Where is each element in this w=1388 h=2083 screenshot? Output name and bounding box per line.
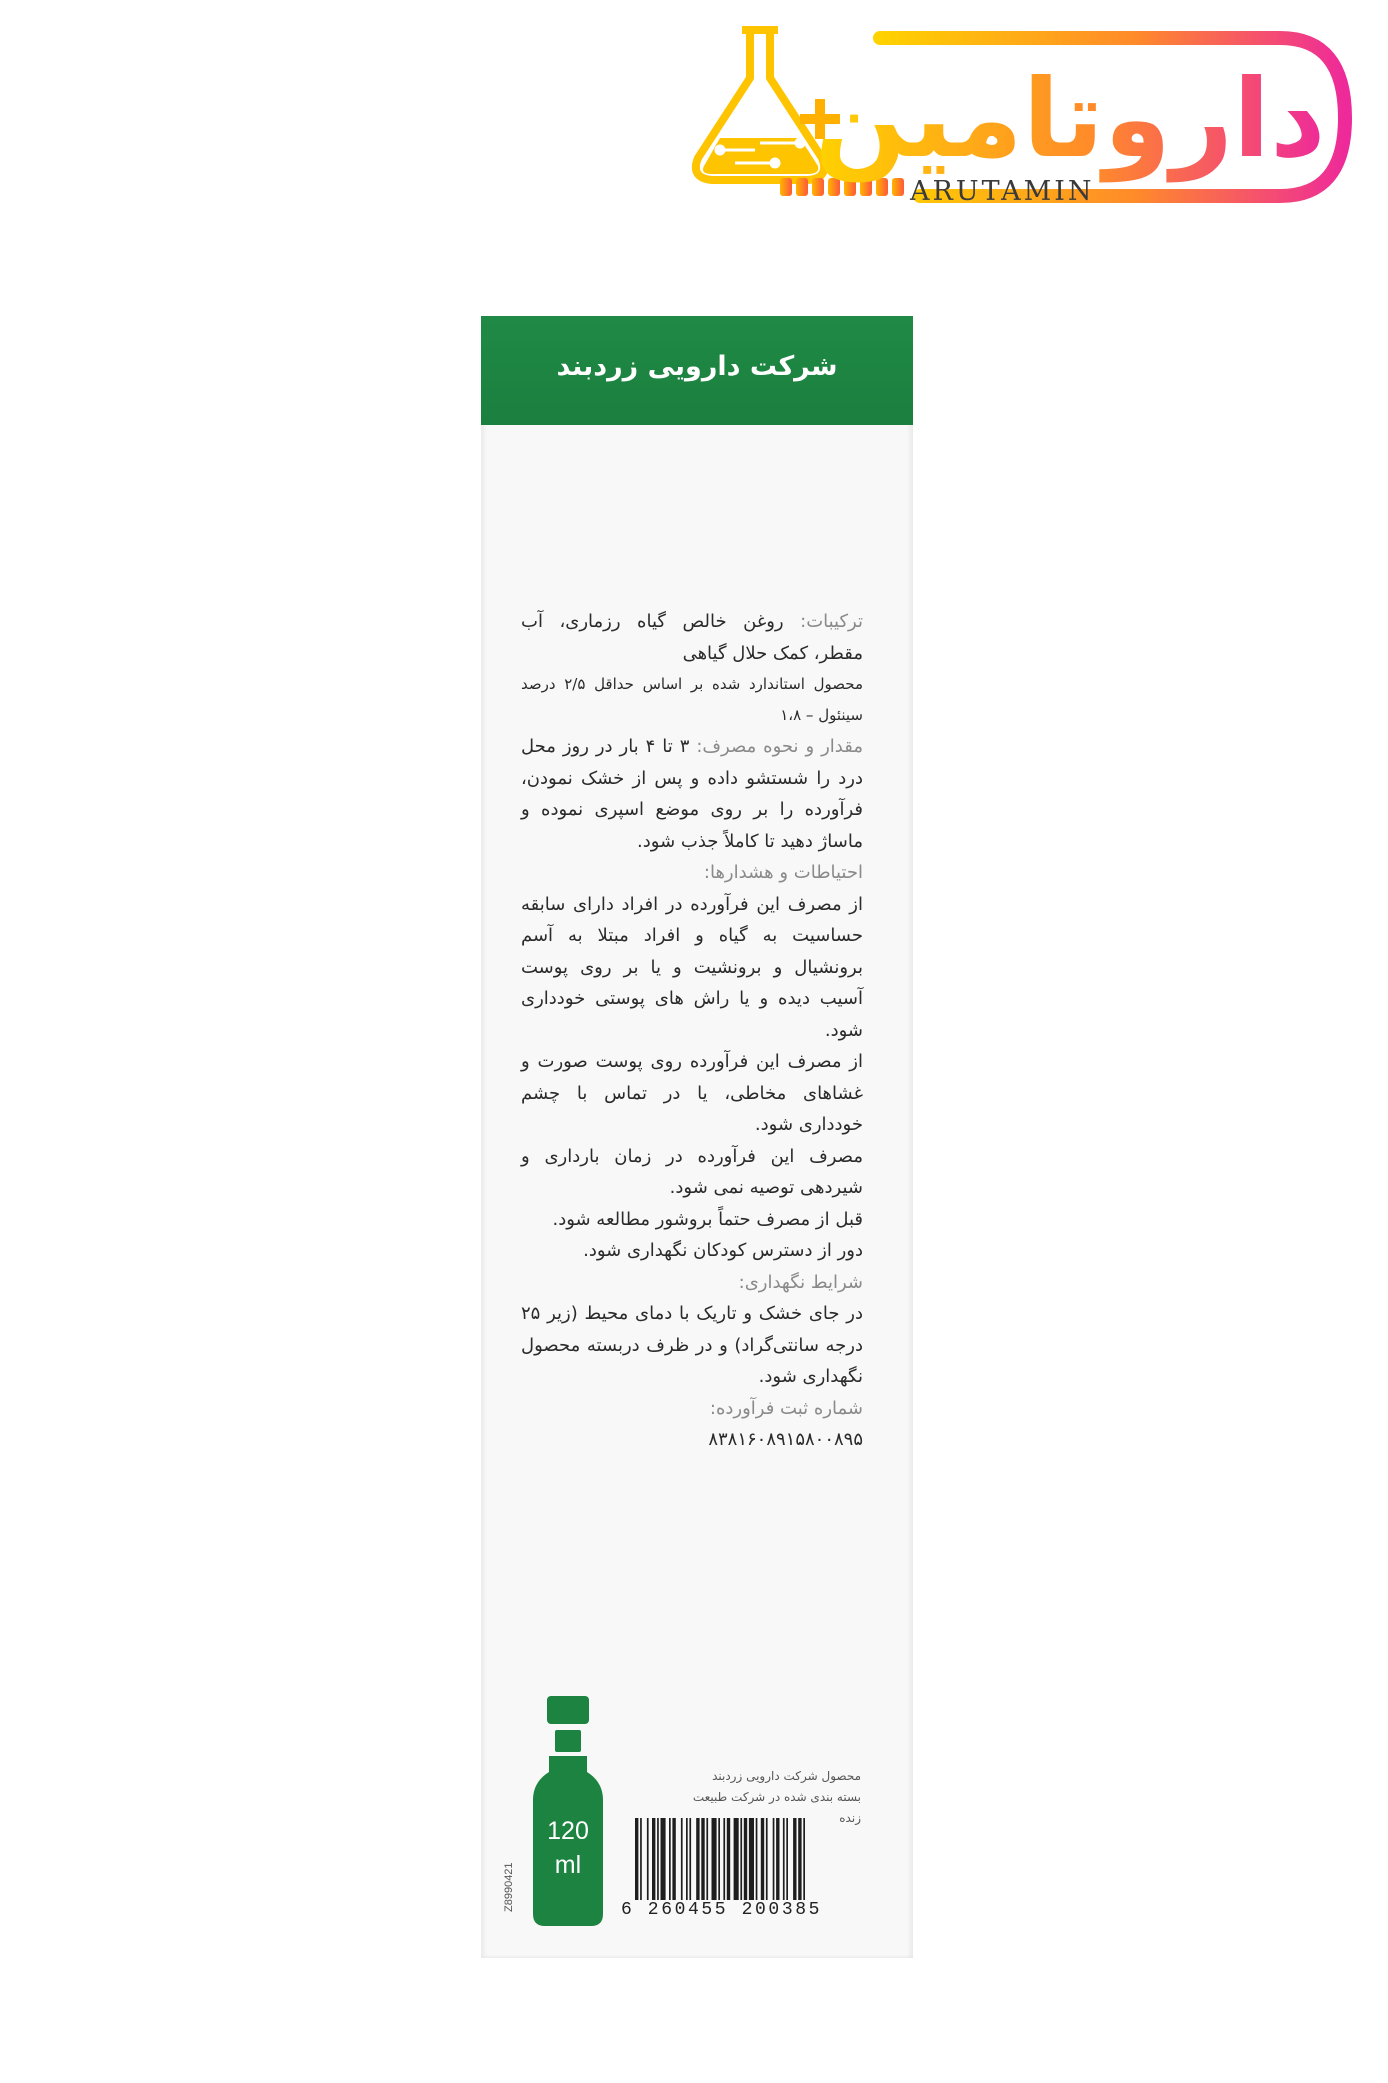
logo-persian-text: داروتامین bbox=[814, 57, 1326, 182]
ingredients-label: ترکیبات: bbox=[800, 611, 863, 632]
warning-3: مصرف این فرآورده در زمان بارداری و شیردهی توصیه نمی شود. bbox=[521, 1145, 863, 1198]
warning-4: قبل از مصرف حتماً بروشور مطالعه شود. bbox=[552, 1208, 863, 1230]
warning-5: دور از دسترس کودکان نگهداری شود. bbox=[583, 1240, 863, 1261]
logo-latin-text: ARUTAMIN bbox=[910, 176, 1095, 207]
bottle-volume-value: 120 bbox=[547, 1817, 589, 1845]
barcode bbox=[621, 1818, 859, 1920]
box-header bbox=[481, 316, 913, 425]
barcode-bars bbox=[621, 1818, 859, 1910]
dosage-paragraph bbox=[521, 731, 863, 857]
product-box-back bbox=[481, 316, 913, 1958]
standard-text: محصول استاندارد شده بر اساس حداقل ۲/۵ درصد سینئول – ۱،۸ bbox=[521, 675, 863, 724]
warning-2: از مصرف این فرآورده روی پوست صورت و غشاهای مخاطی، یا در تماس با چشم خودداری شود. bbox=[521, 1051, 863, 1135]
warnings-label: احتیاطات و هشدارها: bbox=[703, 862, 863, 883]
registration-label: شماره ثبت فرآورده: bbox=[709, 1397, 863, 1419]
label-text bbox=[521, 606, 863, 1456]
company-name: شرکت دارویی زردبند bbox=[556, 351, 838, 382]
registration-number: ۸۳۸۱۶۰۸۹۱۵۸۰۰۸۹۵ bbox=[708, 1429, 863, 1450]
dosage-text: ۳ تا ۴ بار در روز محل درد را شستشو داده و پس از خشک نمودن، فرآورده را بر روی موضع اسپری نموده و ماساژ دهید تا کاملاً جذب شود. bbox=[521, 736, 863, 852]
storage-text: در جای خشک و تاریک با دمای محیط (زیر ۲۵ درجه سانتی‌گراد) و در ظرف دربسته محصول نگهداری شود. bbox=[521, 1303, 863, 1387]
barcode-digits: 6 260455 200385 bbox=[621, 1900, 859, 1920]
ingredients-text: روغن خالص گیاه رزماری، آب مقطر، کمک حلال گیاهی bbox=[521, 611, 863, 664]
spray-bottle-icon bbox=[533, 1696, 603, 1926]
bottle-volume-unit: ml bbox=[554, 1851, 582, 1879]
batch-code: Z8990421 bbox=[503, 1862, 515, 1912]
storage-label: شرایط نگهداری: bbox=[738, 1271, 863, 1293]
dosage-label: مقدار و نحوه مصرف: bbox=[696, 736, 863, 757]
brand-logo bbox=[680, 18, 1360, 213]
maker-line-2: بسته بندی شده در شرکت طبیعت زنده bbox=[692, 1790, 861, 1825]
warning-1: از مصرف این فرآورده در افراد دارای سابقه حساسیت به گیاه و افراد مبتلا به آسم برونشیال و برونشیت و یا بر روی پوست آسیب دیده و یا راش های پوستی خودداری شود. bbox=[521, 893, 863, 1041]
maker-line-1: محصول شرکت دارویی زردبند bbox=[712, 1769, 861, 1783]
ingredients-paragraph bbox=[521, 606, 863, 669]
